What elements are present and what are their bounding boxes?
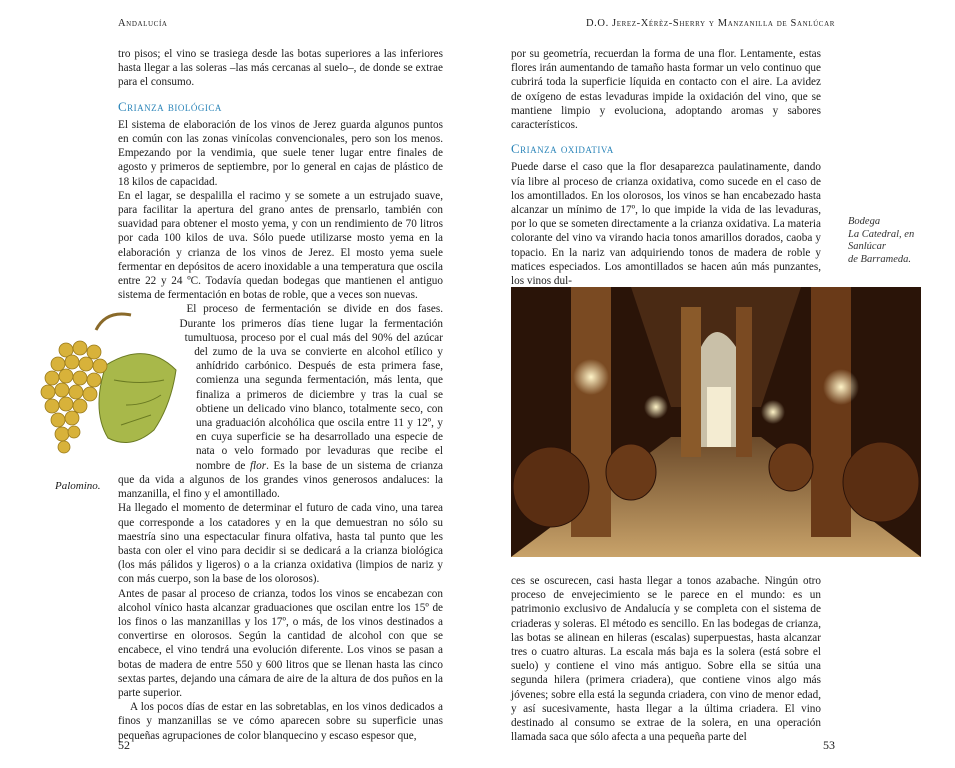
intro-paragraph: tro pisos; el vino se trasiega desde las botas superiores a las inferiores hasta llegar a las soleras –las más cercanas al suelo–, de donde se extrae para el consumo. xyxy=(118,48,443,89)
paragraph-1: Puede darse el caso que la flor desaparezca paulatinamente, dando vía libre al proceso de crianza oxidativa, como sucede en el caso de los amontillados. En los olorosos, los vinos se han encabezado hasta alcanzar un mínimo de 17º, lo que impide la vida de las levaduras, por lo que se someten directamente a la crianza oxidativa. La materia colorante del vino va virando hacia tonos amarillos dorados, caoba y topacio. En la nariz van adquiriendo tonos de madera de roble y matices especiados. Los amontillados se hacen aún más punzantes, los vinos dul- xyxy=(511,161,821,288)
running-head-right: D.O. Jerez-Xérèz-Sherry y Manzanilla de Sanlúcar xyxy=(585,18,835,29)
paragraph-1: El sistema de elaboración de los vinos de Jerez guarda algunos puntos en común con las zonas vinícolas convencionales, pero son los menos. Empezando por la vendimia, que suele tener lugar entre finales de agosto y primeros de septiembre, por lo general en cajas de plástico de 18 kilos de capacidad. xyxy=(118,118,443,188)
paragraph-3-text-b: . Es la base de un sistema de crianza que da vida a algunos de los grandes vinos generosos andaluces: la manzanilla, el fino y el amontillado. xyxy=(118,459,443,501)
right-text-column-upper xyxy=(511,47,821,288)
right-text-column-lower xyxy=(511,574,821,744)
left-page xyxy=(0,0,477,768)
paragraph-2: En el lagar, se despalilla el racimo y se somete a un estrujado suave, para facilitar la apertura del grano antes de prensarlo, también con suavidad para obtener el mosto yema, y con un rendimiento de 70 litros por cada 100 kilos de uva. Sólo puede utilizarse mosto yema en la elaboración y crianza de los vinos de Jerez. El mosto yema suele fermentar en depósitos de acero inoxidable a una temperatura que oscila entre 22 y 24 ºC. Todavía quedan bodegas que mantienen el antiguo sistema de fermentación en botas de roble, que a veces son nuevas. xyxy=(118,189,443,302)
intro-paragraph: por su geometría, recuerdan la forma de una flor. Lentamente, estas flores irán aumentando de tamaño hasta formar un velo continuo que cubrirá toda la superficie líquida en contacto con el aire. La avidez de oxígeno de estas levaduras impide la oxidación del vino, que se mantiene limpio y evoluciona, adoptando aromas y sabores característicos. xyxy=(511,48,821,132)
paragraph-2: ces se oscurecen, casi hasta llegar a tonos azabache. Ningún otro proceso de envejecimiento se le parece en el mundo: es un patrimonio exclusivo de Andalucía y se completa con el sistema de criaderas y soleras. El método es sencillo. En las bodegas de crianza, las botas se alinean en hileras (escalas) superpuestas, hasta alcanzar tres o cuatro alturas. La escala más baja es la solera (está sobre el suelo) y contiene el vino más antiguo. Sobre ella se sitúa una segunda hilera (primera criadera), que contiene vinos algo más jóvenes; sobre ella está la segunda criadera, con vino de menor edad, y así sucesivamente, hasta llegar a la última criadera. El vino destinado al consumo se extrae de la solera, en una operación llamada saca que sólo afecta a una pequeña parte del xyxy=(511,575,821,744)
section-heading-crianza-biologica: Crianza biológica xyxy=(118,98,222,114)
running-head-left: Andalucía xyxy=(118,18,168,29)
page-number-left: 52 xyxy=(118,738,130,752)
paragraph-3-text-a: El proceso de fermentación se divide en dos fases. Durante los primeros días tiene lugar la fermentación tumultuosa, proceso por el cual más del 90% del azúcar del zumo de la uva se convierte en alcohol etílico y anhídrido carbónico. Después de esta primera fase, comienza una segunda fermentación, más lenta, que finaliza a primeros de diciembre y tras la cual se obtiene un delicado vino blanco, totalmente seco, con una graduación alcohólica que oscila entre 11 y 12º, y en cuya superficie se ha desarrollado una especie de nata o velo formado por levaduras que recibe el nombre de xyxy=(179,303,443,472)
bodega-photo xyxy=(511,287,921,557)
paragraph-4: Ha llegado el momento de determinar el futuro de cada vino, una tarea que corresponde a los catadores y en la que demuestran no sólo su maestría sino una espectacular finura olfativa, hasta tal punto que les basta con oler el vino para decidir si se dedicará a la crianza biológica (los más pálidos y ligeros) o a la crianza oxidativa (limpios de nariz y con más cuerpo, son la base de los olorosos). xyxy=(118,502,443,586)
right-page xyxy=(478,0,955,768)
flor-term: flor xyxy=(249,459,267,472)
page-number-right: 53 xyxy=(823,738,835,752)
section-heading-crianza-oxidativa: Crianza oxidativa xyxy=(511,141,614,157)
grape-caption: Palomino. xyxy=(55,480,101,492)
paragraph-6: A los pocos días de estar en las sobretablas, en los vinos dedicados a finos y manzanillas se ve cómo aparecen sobre su superficie unas pequeñas agrupaciones de color blanquecino y escaso espesor que, xyxy=(118,701,443,742)
paragraph-5: Antes de pasar al proceso de crianza, todos los vinos se encabezan con alcohol vínico hasta alcanzar graduaciones que oscilan entre los 15º de los finos o las manzanillas y los 17º, o más, de los vinos destinados a convertirse en olorosos. Según la cantidad de alcohol con que se encabece, el vino tendrá una evolución diferente. Los vinos se pasan a botas de madera de entre 550 y 600 litros que se llenan hasta las cinco sextas partes, dejando una cámara de aire de la altura de dos puños en la parte superior. xyxy=(118,587,443,699)
photo-caption: Bodega La Catedral, en Sanlúcar de Barrameda. xyxy=(848,216,915,265)
palomino-grape-illustration xyxy=(36,310,178,465)
